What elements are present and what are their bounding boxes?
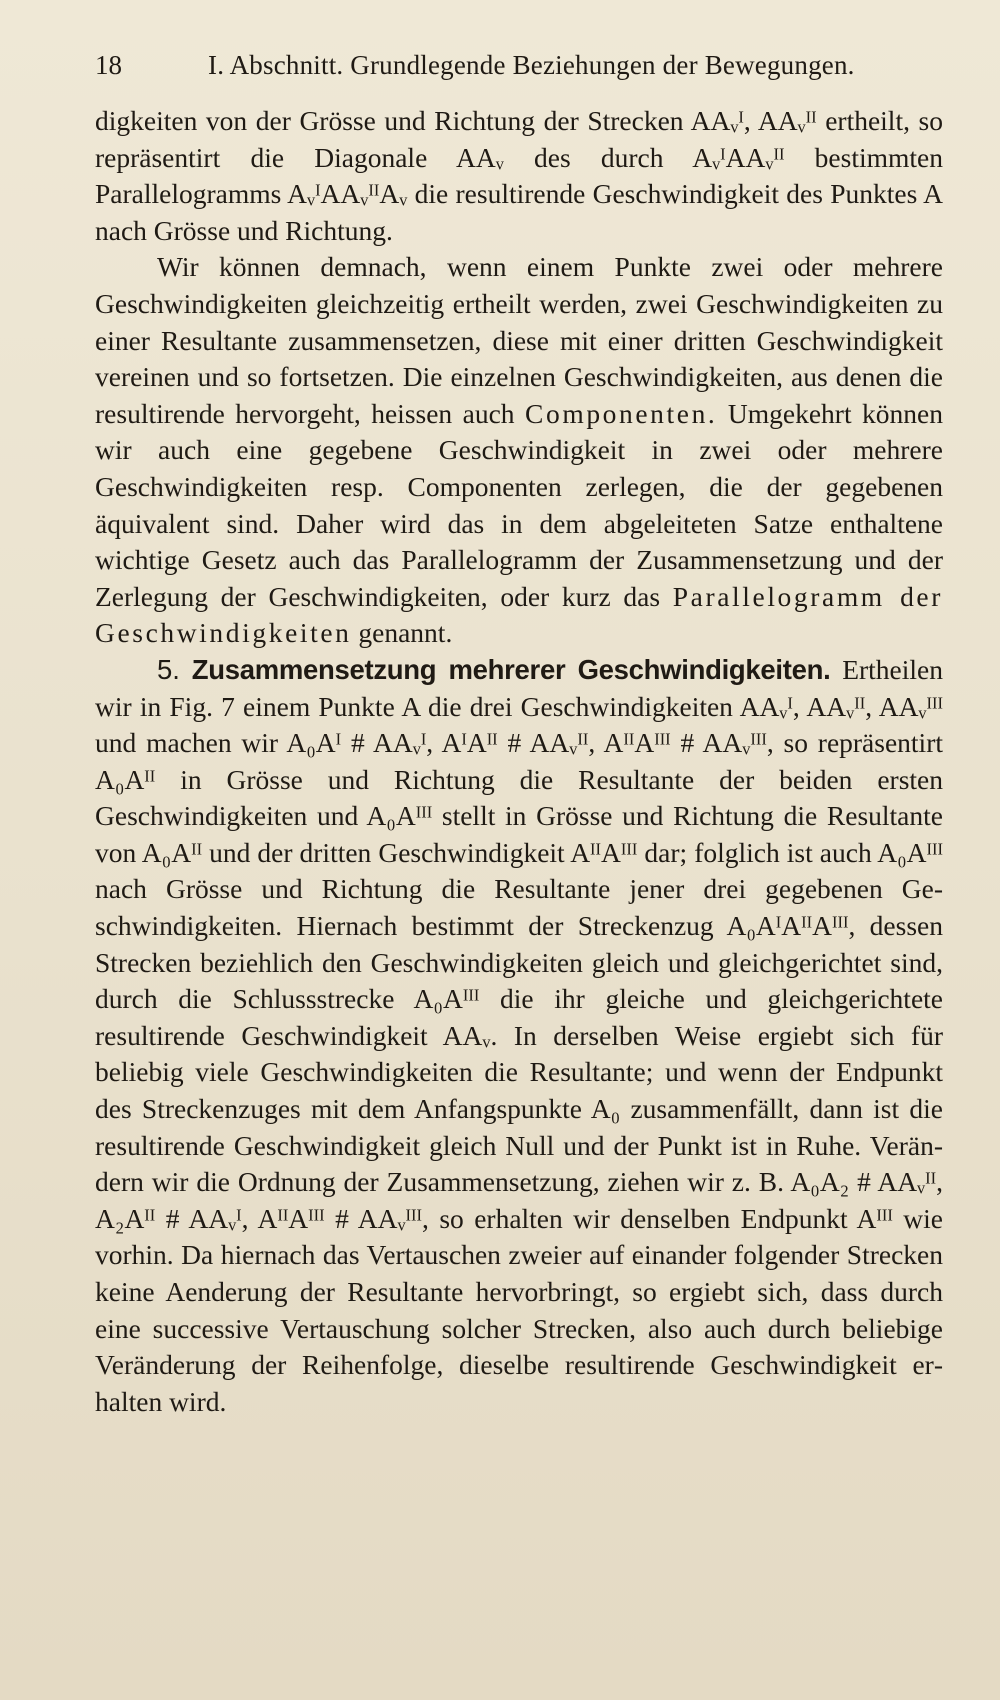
section-5-paragraph	[95, 652, 943, 1420]
body-text	[95, 103, 943, 1420]
paragraph-text: genannt.	[351, 617, 453, 649]
chapter-header-title: I. Abschnitt. Grundlegende Beziehungen der Bewegungen.	[208, 50, 855, 80]
paragraph-components	[95, 249, 943, 652]
paragraph-text: digkeiten von der Grösse und Richtung der Strecken AAᵥᴵ, AAᵥᴵᴵ ertheilt, so repräsentirt die Diagonale AAᵥ des durch AᵥᴵAAᵥᴵᴵ bestimmten Parallelogramms AᵥᴵAAᵥᴵᴵAᵥ die resultirende Geschwindigkeit des Punktes A nach Grösse und Richtung.	[95, 105, 943, 246]
paragraph-text: Umgekehrt können wir auch eine gegebene Geschwindigkeit in zwei oder mehrere Geschwindigkeiten resp. Componenten zerlegen, die der gegebenen äquivalent sind. Daher wird das in dem abgeleiteten Satze enthaltene wichtige Gesetz auch das Parallelogramm der Zusammensetzung und der Zerlegung der Geschwindigkeiten, oder kurz das	[95, 397, 943, 612]
term-parallelogram: Parallelogramm der Geschwindigkeiten	[95, 580, 943, 649]
page-number: 18	[95, 50, 122, 80]
paragraph-continuation	[95, 103, 943, 249]
paragraph-text: Wir können demnach, wenn einem Punkte zwei oder mehrere Geschwindigkeiten gleichzeitig ertheilt werden, zwei Geschwindigkeiten zu einer Resultante zusammensetzen, diese mit einer dritten Geschwindigkeit vereinen und so fortsetzen. Die einzelnen Geschwindigkeiten, aus denen die resultirende hervorgeht, heissen auch	[95, 251, 943, 429]
section-title: Zusammensetzung mehrerer Geschwindigkeiten.	[191, 653, 831, 685]
term-components: Componenten.	[525, 397, 718, 429]
paragraph-text: Ertheilen wir in Fig. 7 einem Punkte A die drei Geschwindigkeiten AAᵥᴵ, AAᵥᴵᴵ, AAᵥᴵᴵᴵ und machen wir A₀Aᴵ # AAᵥᴵ, AᴵAᴵᴵ # AAᵥᴵᴵ, AᴵᴵAᴵᴵᴵ # AAᵥᴵᴵᴵ, so repräsentirt A₀Aᴵᴵ in Grösse und Richtung die Resultante der beiden ersten Geschwindigkeiten und A₀Aᴵᴵᴵ stellt in Grösse und Richtung die Resultante von A₀Aᴵᴵ und der dritten Geschwindigkeit AᴵᴵAᴵᴵᴵ dar; folglich ist auch A₀Aᴵᴵᴵ nach Grösse und Richtung die Resultante jener drei gegebenen Geschwindigkeiten. Hiernach bestimmt der Streckenzug A₀AᴵAᴵᴵAᴵᴵᴵ, dessen Strecken beziehlich den Geschwindigkeiten gleich und gleichgerichtet sind, durch die Schlussstrecke A₀Aᴵᴵᴵ die ihr gleiche und gleichgerichtete resultirende Geschwindigkeit AAᵥ. In derselben Weise ergiebt sich für beliebig viele Geschwindigkeiten die Resultante; und wenn der Endpunkt des Streckenzuges mit dem Anfangspunkte A₀ zusammenfällt, dann ist die resultirende Geschwindigkeit gleich Null und der Punkt ist in Ruhe. Verändern wir die Ordnung der Zusammensetzung, ziehen wir z. B. A₀A₂ # AAᵥᴵᴵ, A₂Aᴵᴵ # AAᵥᴵ, AᴵᴵAᴵᴵᴵ # AAᵥᴵᴵᴵ, so erhalten wir denselben Endpunkt Aᴵᴵᴵ wie vorhin. Da hiernach das Vertauschen zweier auf einander folgender Strecken keine Aenderung der Resultante hervorbringt, so ergiebt sich, dass durch eine successive Vertauschung solcher Strecken, also auch durch beliebige Veränderung der Reihenfolge, dieselbe resultirende Geschwindigkeit erhalten wird.	[95, 653, 943, 1417]
section-number: 5.	[157, 653, 180, 685]
